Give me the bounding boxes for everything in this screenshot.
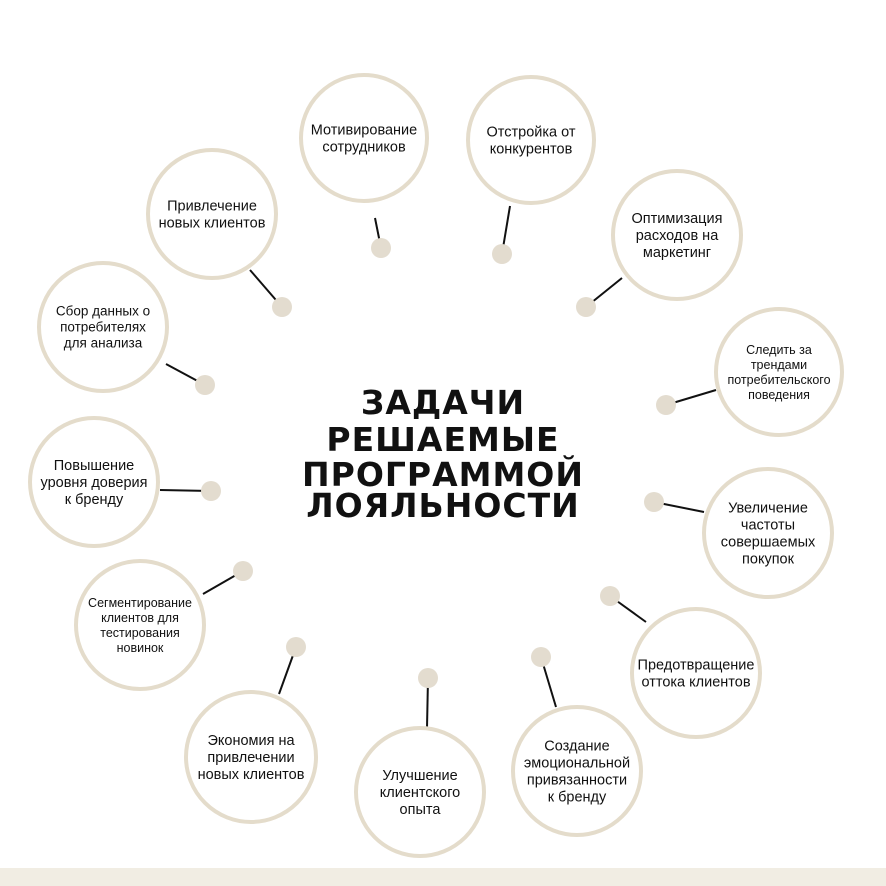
node-label-line: Отстройка от [486, 124, 576, 141]
node-label-line: расходов на [635, 228, 719, 245]
node-label-line: потребительского [727, 372, 831, 387]
node-label-line: Повышение [53, 458, 135, 475]
node-motivation [301, 75, 427, 201]
node-acquisition-savings [186, 692, 316, 822]
connector-dot-acquisition-savings [286, 637, 306, 657]
node-label-line: Следить за [746, 342, 812, 357]
node-label-line: Увеличение [728, 500, 808, 517]
node-emotional-bond [513, 707, 641, 835]
title-line: РЕШАЕМЫЕ [326, 420, 560, 459]
node-label-line: покупок [742, 551, 794, 568]
node-label-line: Улучшение [382, 768, 458, 785]
node-purchase-frequency [704, 469, 832, 597]
node-label-line: новых клиентов [197, 767, 305, 784]
title-line: ЛОЯЛЬНОСТИ [306, 486, 580, 525]
node-label-line: частоты [740, 517, 796, 534]
node-label-line: потребителях [60, 319, 146, 335]
bottom-band [0, 868, 886, 886]
node-label-line: Сегментирование [88, 595, 192, 610]
node-label-line: сотрудников [322, 139, 406, 156]
title-line: ПРОГРАММОЙ [302, 455, 584, 494]
node-label-line: уровня доверия [40, 475, 148, 492]
connector-dot-marketing-costs [576, 297, 596, 317]
title-line: ЗАДАЧИ [360, 383, 526, 422]
connector-dot-competitors [492, 244, 512, 264]
node-label-line: Предотвращение [637, 657, 755, 674]
node-label-line: привязанности [526, 772, 628, 789]
node-label-line: новых клиентов [158, 215, 266, 232]
node-marketing-costs [613, 171, 741, 299]
node-label-line: маркетинг [642, 245, 712, 262]
diagram-title [302, 383, 584, 525]
connector-dot-new-clients [272, 297, 292, 317]
node-customer-experience [356, 728, 484, 856]
node-label-line: к бренду [64, 492, 124, 509]
node-label-line: Оптимизация [631, 211, 723, 228]
connector-dot-purchase-frequency [644, 492, 664, 512]
connector-dot-segmentation [233, 561, 253, 581]
node-churn [632, 609, 760, 737]
connector-dot-trends [656, 395, 676, 415]
node-trends [716, 309, 842, 435]
connector-dot-motivation [371, 238, 391, 258]
node-label-line: тестирования [100, 625, 180, 640]
node-label-line: трендами [750, 357, 808, 372]
node-label-line: клиентского [379, 785, 461, 802]
node-label-line: Мотивирование [310, 122, 418, 139]
node-label-line: опыта [399, 802, 441, 819]
node-label-line: клиентов для [101, 610, 179, 625]
node-label-line: Экономия на [207, 733, 295, 750]
node-label-line: эмоциональной [523, 755, 631, 772]
connector-dot-data-collection [195, 375, 215, 395]
node-data-collection [39, 263, 167, 391]
node-label-line: Сбор данных о [55, 303, 151, 319]
connector-dot-customer-experience [418, 668, 438, 688]
node-label-line: новинок [116, 640, 164, 655]
node-competitors [468, 77, 594, 203]
node-label-line: Привлечение [167, 198, 257, 215]
node-label-line: привлечении [207, 750, 295, 767]
node-label-line: поведения [748, 387, 810, 402]
node-label-line: конкурентов [489, 141, 573, 158]
connector-dot-churn [600, 586, 620, 606]
connector-dot-brand-trust [201, 481, 221, 501]
node-new-clients [148, 150, 276, 278]
node-segmentation [76, 561, 204, 689]
node-brand-trust [30, 418, 158, 546]
connector-dot-emotional-bond [531, 647, 551, 667]
node-label-line: для анализа [63, 335, 143, 351]
node-label-line: к бренду [547, 789, 607, 806]
node-label-line: Создание [544, 738, 610, 755]
node-label-line: совершаемых [720, 534, 816, 551]
node-label-line: оттока клиентов [641, 674, 751, 691]
